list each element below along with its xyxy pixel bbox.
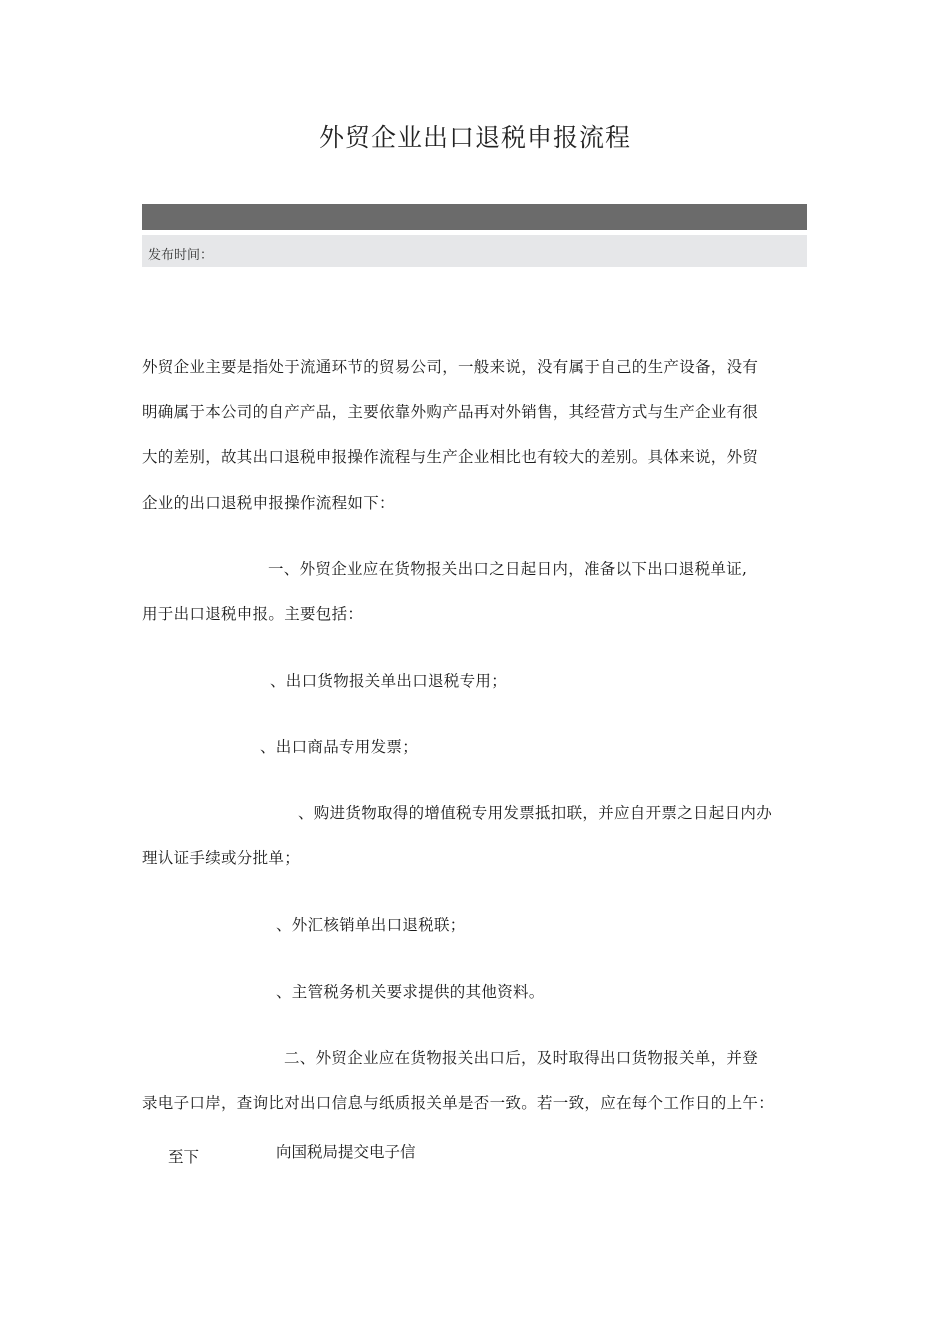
list-item-2: 、出口商品专用发票； xyxy=(260,738,419,756)
section2-line-2: 录电子口岸，查询比对出口信息与纸质报关单是否一致。若一致，应在每个工作日的上午： xyxy=(142,1094,775,1112)
list-item-3-line-1: 、购进货物取得的增值税专用发票抵扣联，并应自开票之日起日内办 xyxy=(298,804,773,822)
header-divider-bar xyxy=(142,204,807,230)
list-item-3-line-2: 理认证手续或分批单； xyxy=(142,849,301,867)
intro-line-4: 企业的出口退税申报操作流程如下： xyxy=(142,494,395,512)
list-item-4: 、外汇核销单出口退税联； xyxy=(276,916,466,934)
intro-line-2: 明确属于本公司的自产产品，主要依靠外购产品再对外销售，其经营方式与生产企业有很 xyxy=(142,403,759,421)
section2-line-1: 二、外贸企业应在货物报关出口后，及时取得出口货物报关单，并登 xyxy=(284,1049,759,1067)
document-title: 外贸企业出口退税申报流程 xyxy=(318,123,631,152)
meta-info-bar xyxy=(142,235,807,267)
intro-line-3: 大的差别，故其出口退税申报操作流程与生产企业相比也有较大的差别。具体来说，外贸 xyxy=(142,448,759,466)
section2-cut-text-left: 至下 xyxy=(168,1148,200,1166)
intro-line-1: 外贸企业主要是指处于流通环节的贸易公司，一般来说，没有属于自己的生产设备，没有 xyxy=(142,358,759,376)
section1-line-2: 用于出口退税申报。主要包括： xyxy=(142,605,364,623)
list-item-1: 、出口货物报关单出口退税专用； xyxy=(270,672,508,690)
section1-line-1: 一、外贸企业应在货物报关出口之日起日内，准备以下出口退税单证, xyxy=(268,560,748,578)
section2-cut-text-right: 向国税局提交电子信 xyxy=(276,1143,416,1161)
publish-time-label: 发布时间： xyxy=(148,248,214,263)
list-item-5: 、主管税务机关要求提供的其他资料。 xyxy=(276,983,545,1001)
